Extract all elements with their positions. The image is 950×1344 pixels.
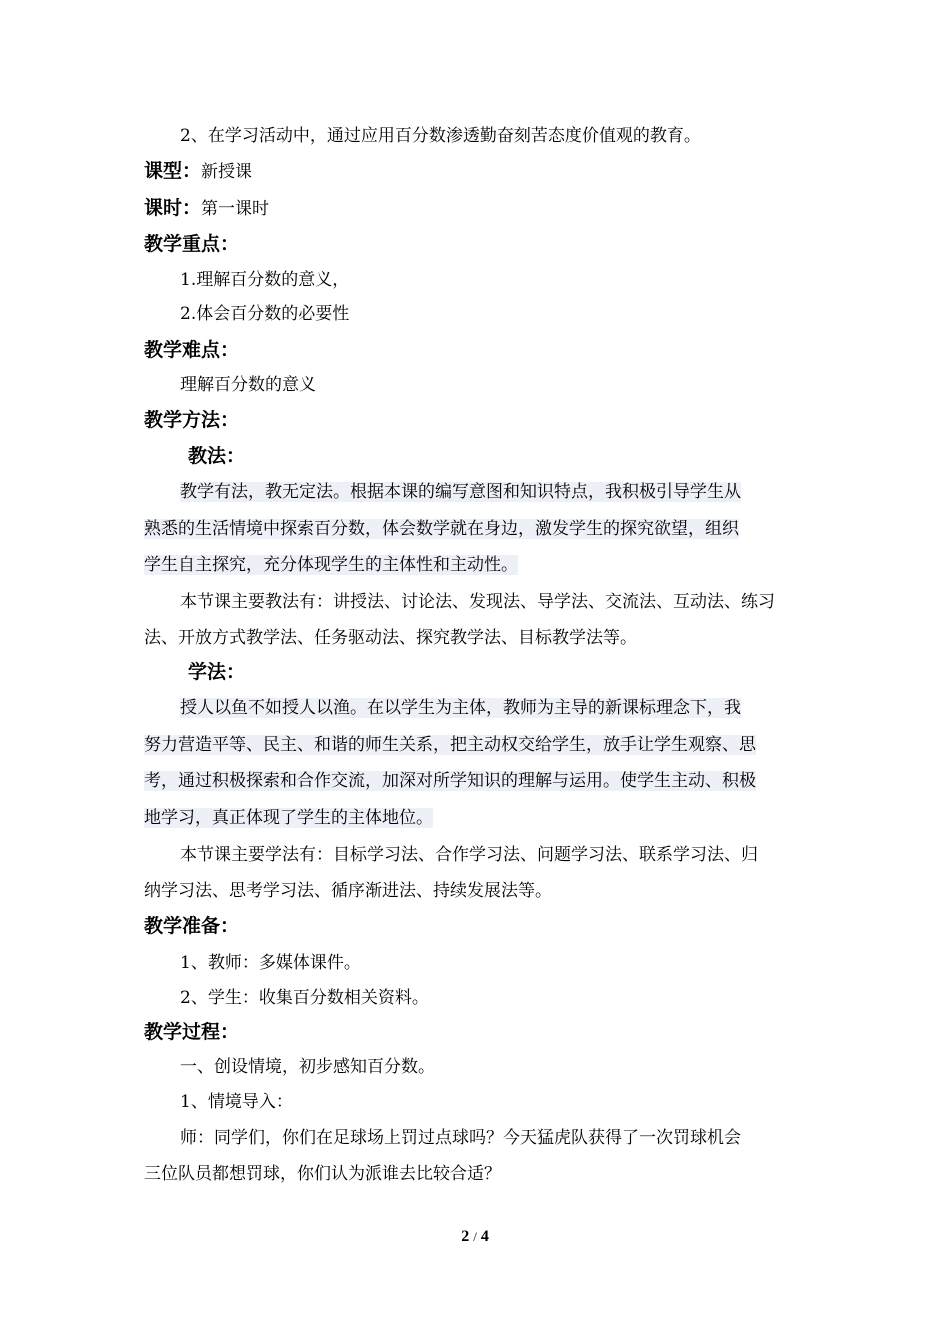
process-step-3-line-2: 三位队员都想罚球，你们认为派谁去比较合适？ bbox=[144, 1164, 501, 1184]
teaching-para-1-line-1: 教学有法，教无定法。根据本课的编写意图和知识特点，我积极引导学生从 bbox=[180, 482, 741, 502]
preparation-heading: 教学准备： bbox=[144, 915, 240, 937]
learning-para-1-line-4: 地学习，真正体现了学生的主体地位。 bbox=[144, 808, 433, 828]
key-point-1: 1.理解百分数的意义， bbox=[180, 270, 350, 290]
process-step-1: 一、创设情境，初步感知百分数。 bbox=[180, 1057, 435, 1077]
page-total: 4 bbox=[480, 1228, 489, 1245]
difficulties-heading: 教学难点： bbox=[144, 339, 240, 361]
teaching-method-heading: 教法： bbox=[188, 445, 246, 467]
key-points-heading: 教学重点： bbox=[144, 233, 240, 255]
learning-para-2-line-2: 纳学习法、思考学习法、循序渐进法、持续发展法等。 bbox=[144, 881, 552, 901]
learning-para-1-line-2: 努力营造平等、民主、和谐的师生关系，把主动权交给学生，放手让学生观察、思 bbox=[144, 735, 756, 755]
teaching-para-1-line-2: 熟悉的生活情境中探索百分数，体会数学就在身边，激发学生的探究欲望，组织 bbox=[144, 519, 739, 539]
page-number bbox=[0, 1228, 950, 1246]
lesson-type-value: 新授课 bbox=[201, 162, 253, 182]
lesson-type-row bbox=[144, 159, 810, 184]
page-separator: / bbox=[473, 1229, 477, 1244]
learning-para-1-line-1: 授人以鱼不如授人以渔。在以学生为主体，教师为主导的新课标理念下，我 bbox=[180, 698, 741, 718]
lesson-hours-label: 课时： bbox=[144, 197, 202, 219]
page-current: 2 bbox=[461, 1228, 470, 1245]
difficulty-1: 理解百分数的意义 bbox=[180, 375, 316, 395]
teaching-para-2-line-2: 法、开放方式教学法、任务驱动法、探究教学法、目标教学法等。 bbox=[144, 628, 637, 648]
preparation-1: 1、教师：多媒体课件。 bbox=[180, 953, 361, 973]
preparation-2: 2、学生：收集百分数相关资料。 bbox=[180, 988, 429, 1008]
lesson-hours-value: 第一课时 bbox=[201, 199, 270, 219]
teaching-para-1-line-3: 学生自主探究，充分体现学生的主体性和主动性。 bbox=[144, 555, 518, 575]
key-point-2: 2.体会百分数的必要性 bbox=[180, 304, 350, 324]
goal-item-2: 2、在学习活动中，通过应用百分数渗透勤奋刻苦态度价值观的教育。 bbox=[180, 126, 701, 146]
process-step-2: 1、情境导入： bbox=[180, 1092, 293, 1112]
learning-method-heading: 学法： bbox=[188, 661, 246, 683]
learning-para-1-line-3: 考，通过积极探索和合作交流，加深对所学知识的理解与运用。使学生主动、积极 bbox=[144, 771, 756, 791]
teaching-para-2-line-1: 本节课主要教法有：讲授法、讨论法、发现法、导学法、交流法、互动法、练习 bbox=[180, 592, 775, 612]
lesson-type-label: 课型： bbox=[144, 160, 202, 182]
methods-heading: 教学方法： bbox=[144, 409, 240, 431]
process-heading: 教学过程： bbox=[144, 1021, 240, 1043]
lesson-hours-row bbox=[144, 196, 810, 221]
process-step-3-line-1: 师：同学们，你们在足球场上罚过点球吗？今天猛虎队获得了一次罚球机会 bbox=[180, 1128, 741, 1148]
learning-para-2-line-1: 本节课主要学法有：目标学习法、合作学习法、问题学习法、联系学习法、归 bbox=[180, 845, 758, 865]
